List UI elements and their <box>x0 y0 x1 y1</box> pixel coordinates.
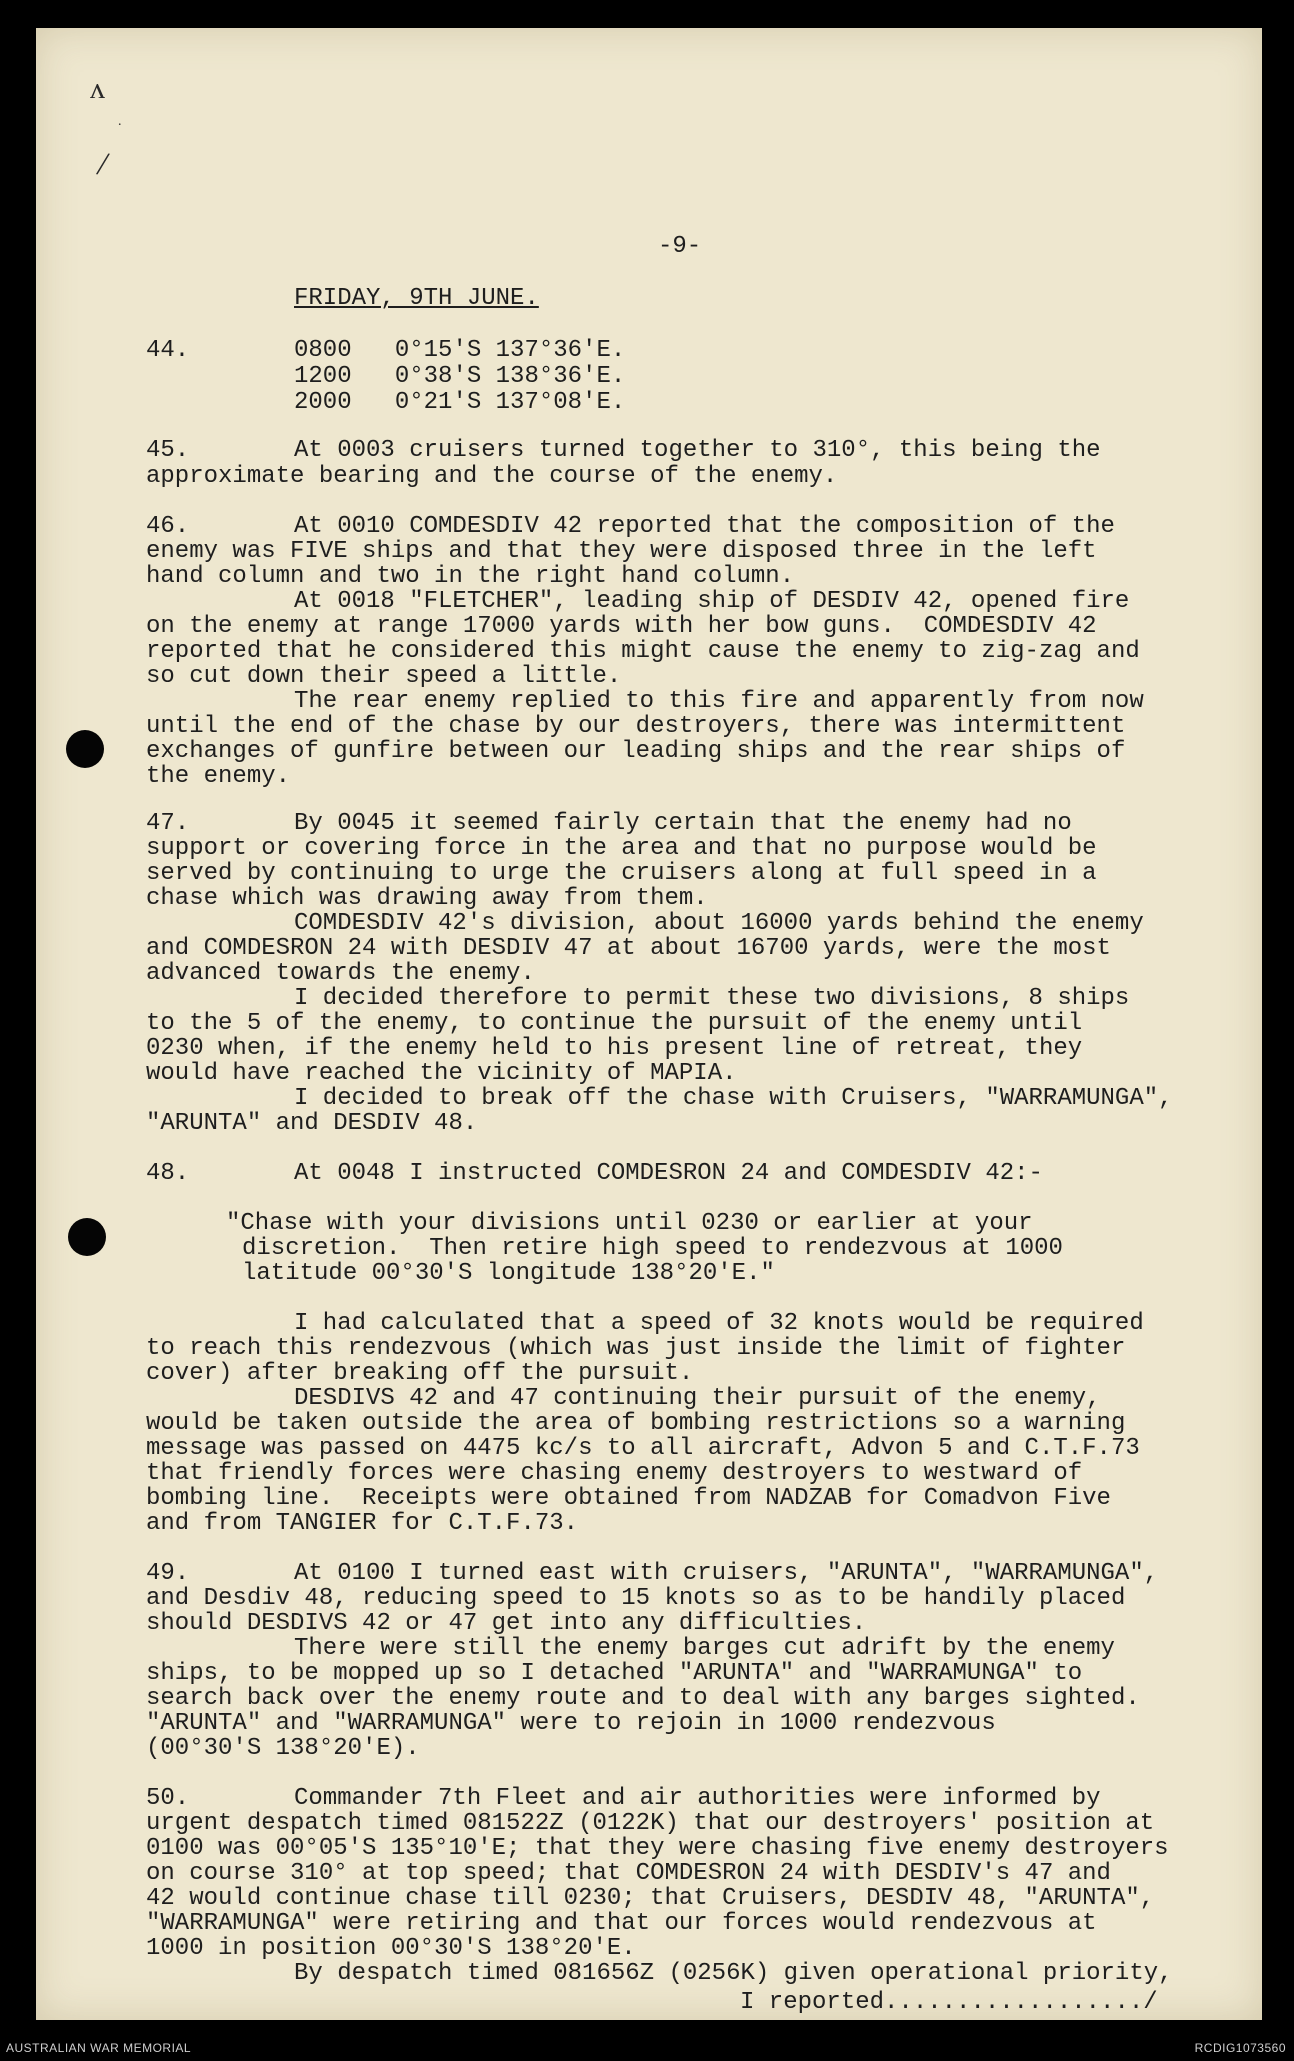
text-line: DESDIVS 42 and 47 continuing their pursuit of the enemy, <box>294 1385 1101 1412</box>
position-value: 0°38'S 138°36'E. <box>394 363 626 390</box>
para-number: 48. <box>146 1160 190 1187</box>
para-number: 46. <box>146 513 190 540</box>
text-line: would be taken outside the area of bombing restrictions so a warning <box>146 1410 1126 1437</box>
text-line: chase which was drawing away from them. <box>146 885 708 912</box>
text-line: to the 5 of the enemy, to continue the pursuit of the enemy until <box>146 1010 1083 1037</box>
text-line: on the enemy at range 17000 yards with her bow guns. COMDESDIV 42 <box>146 613 1097 640</box>
text-line: (00°30'S 138°20'E). <box>146 1735 420 1762</box>
text-line: support or covering force in the area and that no purpose would be <box>146 835 1097 862</box>
pencil-mark: . <box>118 114 122 129</box>
pencil-mark: ʌ <box>90 72 105 105</box>
text-line: I decided to break off the chase with Cruisers, "WARRAMUNGA", <box>294 1085 1173 1112</box>
position-row <box>294 338 625 364</box>
text-line: approximate bearing and the course of the enemy. <box>146 463 838 490</box>
text-line: bombing line. Receipts were obtained from NADZAB for Comadvon Five <box>146 1485 1111 1512</box>
para-number: 45. <box>146 437 190 464</box>
text-line: so cut down their speed a little. <box>146 663 622 690</box>
text-line: urgent despatch timed 081522Z (0122K) that our destroyers' position at <box>146 1810 1155 1837</box>
text-line: Commander 7th Fleet and air authorities were informed by <box>294 1785 1101 1812</box>
para-number: 44. <box>146 337 190 364</box>
position-value: 0°15'S 137°36'E. <box>394 337 626 364</box>
time-label: 0800 <box>294 337 352 364</box>
text-line: exchanges of gunfire between our leading ships and the rear ships of <box>146 738 1126 765</box>
footer-archive-name: AUSTRALIAN WAR MEMORIAL <box>6 2041 192 2055</box>
text-line: should DESDIVS 42 or 47 get into any difficulties. <box>146 1610 867 1637</box>
text-line: ships, to be mopped up so I detached "ARUNTA" and "WARRAMUNGA" to <box>146 1660 1083 1687</box>
footer-record-id: RCDIG1073560 <box>1194 2041 1286 2055</box>
text-line: The rear enemy replied to this fire and apparently from now <box>294 688 1144 715</box>
text-line: would have reached the vicinity of MAPIA. <box>146 1060 737 1087</box>
punch-hole <box>66 730 104 768</box>
text-line: At 0010 COMDESDIV 42 reported that the composition of the <box>294 513 1115 540</box>
text-line: 0230 when, if the enemy held to his present line of retreat, they <box>146 1035 1083 1062</box>
para-number: 47. <box>146 810 190 837</box>
text-line: By 0045 it seemed fairly certain that the enemy had no <box>294 810 1072 837</box>
quoted-signal: discretion. Then retire high speed to rendezvous at 1000 <box>242 1235 1063 1262</box>
text-line: "ARUNTA" and DESDIV 48. <box>146 1110 478 1137</box>
text-line: and from TANGIER for C.T.F.73. <box>146 1510 579 1537</box>
text-line: At 0048 I instructed COMDESRON 24 and COMDESDIV 42:- <box>294 1160 1043 1187</box>
text-line: search back over the enemy route and to deal with any barges sighted. <box>146 1685 1140 1712</box>
position-value: 0°21'S 137°08'E. <box>394 389 626 416</box>
position-row <box>294 364 625 390</box>
text-line: served by continuing to urge the cruisers along at full speed in a <box>146 860 1097 887</box>
text-line: cover) after breaking off the pursuit. <box>146 1360 694 1387</box>
text-line: I decided therefore to permit these two divisions, 8 ships <box>294 985 1130 1012</box>
quoted-signal: "Chase with your divisions until 0230 or earlier at your <box>226 1210 1033 1237</box>
text-line: hand column and two in the right hand column. <box>146 563 795 590</box>
text-line: At 0003 cruisers turned together to 310°, this being the <box>294 437 1101 464</box>
date-heading: FRIDAY, 9TH JUNE. <box>294 285 539 312</box>
text-line: on course 310° at top speed; that COMDESRON 24 with DESDIV's 47 and <box>146 1860 1111 1887</box>
text-line: reported that he considered this might cause the enemy to zig-zag and <box>146 638 1140 665</box>
para-number: 50. <box>146 1785 190 1812</box>
text-line: until the end of the chase by our destroyers, there was intermittent <box>146 713 1126 740</box>
time-label: 1200 <box>294 363 352 390</box>
pencil-mark: / <box>94 145 112 184</box>
document-page <box>36 28 1262 2020</box>
quoted-signal: latitude 00°30'S longitude 138°20'E." <box>242 1260 775 1287</box>
para-number: 49. <box>146 1560 190 1587</box>
page-number: -9- <box>658 233 702 260</box>
position-row <box>294 390 625 416</box>
text-line: COMDESDIV 42's division, about 16000 yards behind the enemy <box>294 910 1144 937</box>
text-line: 42 would continue chase till 0230; that Cruisers, DESDIV 48, "ARUNTA", <box>146 1885 1155 1912</box>
text-line: that friendly forces were chasing enemy destroyers to westward of <box>146 1460 1083 1487</box>
text-line: to reach this rendezvous (which was just inside the limit of fighter <box>146 1335 1126 1362</box>
text-line: "WARRAMUNGA" were retiring and that our forces would rendezvous at <box>146 1910 1097 1937</box>
text-line: 0100 was 00°05'S 135°10'E; that they were chasing five enemy destroyers <box>146 1835 1169 1862</box>
text-line: 1000 in position 00°30'S 138°20'E. <box>146 1935 636 1962</box>
text-line: advanced towards the enemy. <box>146 960 535 987</box>
text-line: the enemy. <box>146 763 291 790</box>
text-line: At 0018 "FLETCHER", leading ship of DESDIV 42, opened fire <box>294 588 1130 615</box>
text-line: By despatch timed 081656Z (0256K) given operational priority, <box>294 1960 1173 1987</box>
text-line: enemy was FIVE ships and that they were disposed three in the left <box>146 538 1097 565</box>
text-line: I had calculated that a speed of 32 knots would be required <box>294 1310 1144 1337</box>
text-line: There were still the enemy barges cut adrift by the enemy <box>294 1635 1115 1662</box>
time-label: 2000 <box>294 389 352 416</box>
punch-hole <box>68 1218 106 1256</box>
text-line: and Desdiv 48, reducing speed to 15 knots so as to be handily placed <box>146 1585 1126 1612</box>
text-line: and COMDESRON 24 with DESDIV 47 at about 16700 yards, were the most <box>146 935 1111 962</box>
text-line: message was passed on 4475 kc/s to all aircraft, Advon 5 and C.T.F.73 <box>146 1435 1140 1462</box>
continuation-line: I reported................../ <box>740 1989 1158 2016</box>
text-line: At 0100 I turned east with cruisers, "ARUNTA", "WARRAMUNGA", <box>294 1560 1159 1587</box>
text-line: "ARUNTA" and "WARRAMUNGA" were to rejoin in 1000 rendezvous <box>146 1710 996 1737</box>
